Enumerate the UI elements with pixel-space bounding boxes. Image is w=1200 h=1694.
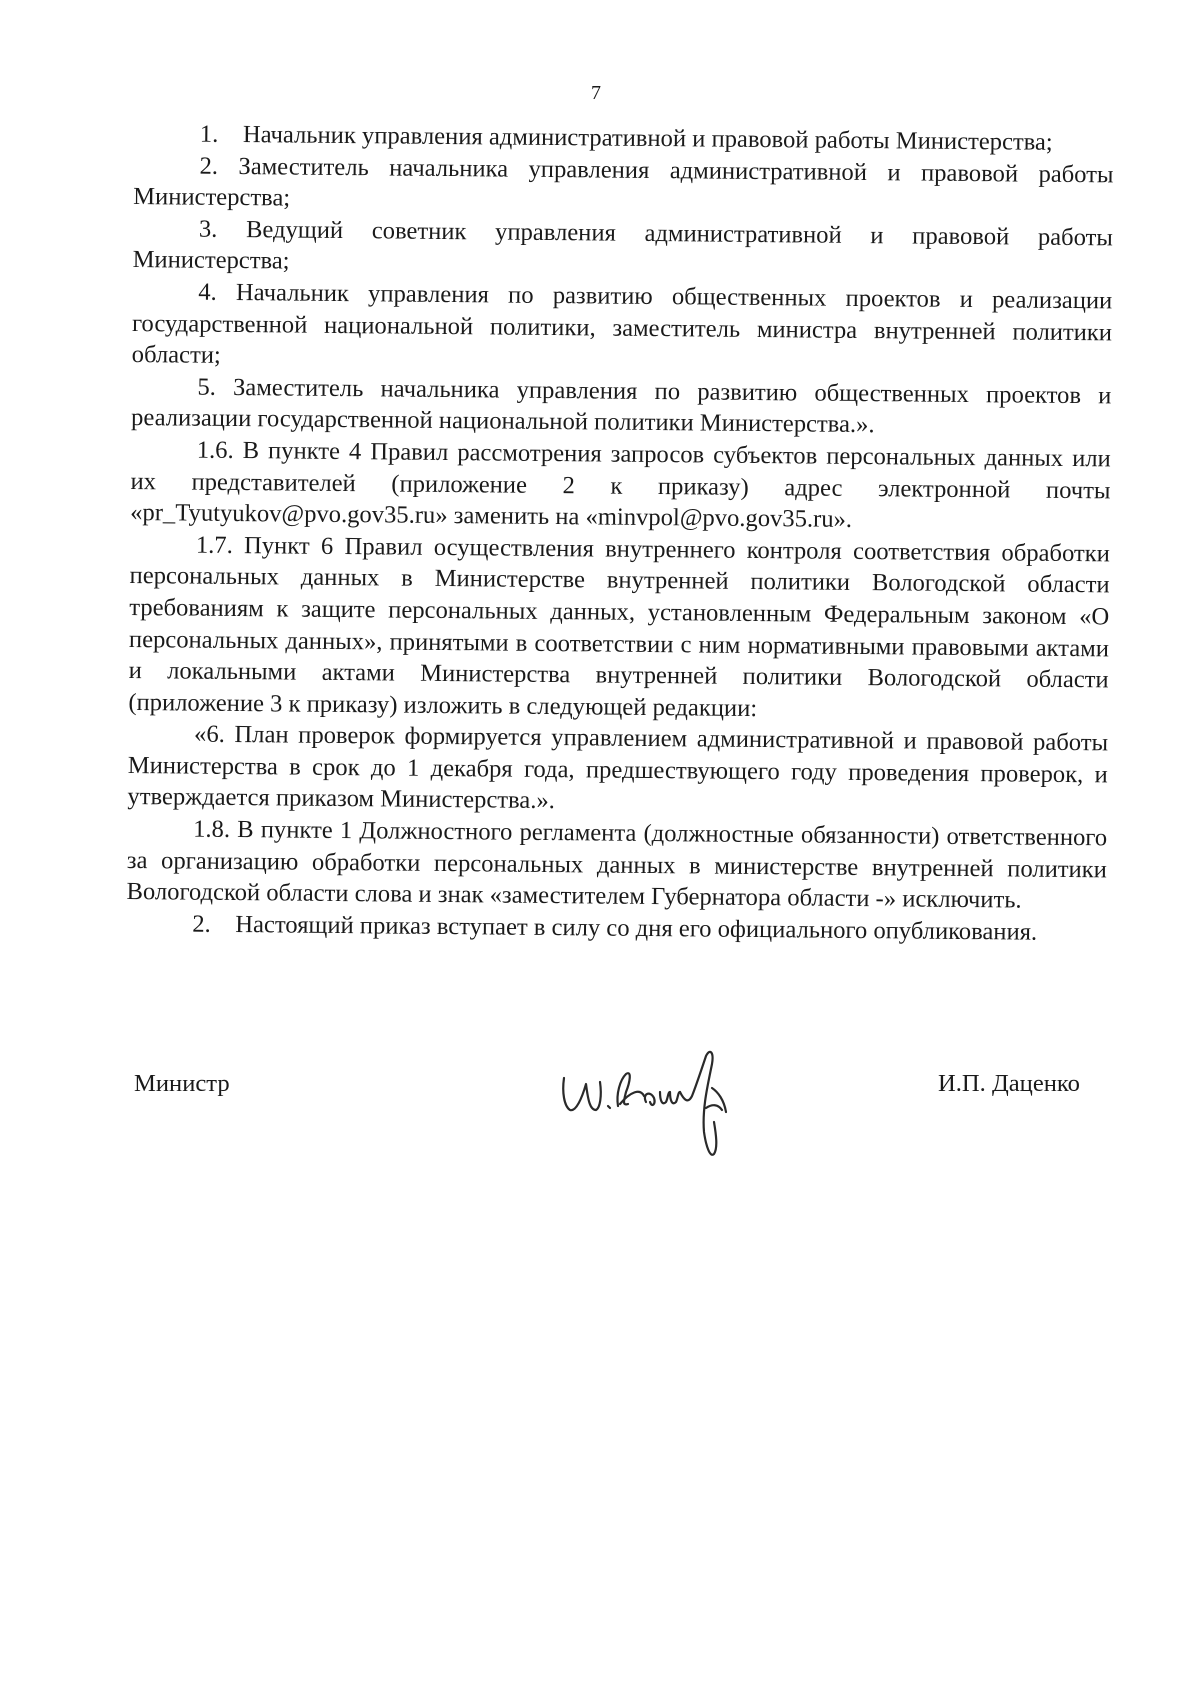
paragraph-1: 1. Начальник управления административной и правовой работы Министерства; bbox=[199, 120, 1053, 156]
paragraph-1-6: 1.6. В пункте 4 Правил рассмотрения запросов субъектов персональных данных или их представителей (приложение 2 к приказу) адрес электронной почты «pr_Tyutyukov@pvo.gov35.ru» заменить на «minvpol@pvo.gov35.ru». bbox=[130, 436, 1111, 534]
paragraph-1-8: 1.8. В пункте 1 Должностного регламента (должностные обязанности) ответственного за организацию обработки персональных данных в министерстве внутренней политики Вологодской области слова и знак «заместителем Губернатора области -» исключить. bbox=[126, 815, 1108, 914]
paragraph-5: 5. Заместитель начальника управления по развитию общественных проектов и реализации государственной национальной политики Министерства.». bbox=[130, 373, 1112, 439]
paragraph-2: 2. Заместитель начальника управления административной и правовой работы Министерства; bbox=[133, 152, 1114, 212]
signatory-position: Министр bbox=[134, 1070, 230, 1097]
signature-block bbox=[0, 1048, 1200, 1168]
paragraph-1-7: 1.7. Пункт 6 Правил осуществления внутреннего контроля соответствия обработки персональных данных в Министерстве внутренней политики Вологодской области требованиям к защите персональных данных, установленным Федеральным законом «О персональных данных», принятыми в соответствии с ним нормативными правовыми актами и локальными актами Министерства внутренней политики Вологодской области (приложение 3 к приказу) изложить в следующей редакции: bbox=[128, 531, 1110, 722]
handwritten-signature bbox=[556, 1048, 756, 1168]
document-body bbox=[126, 118, 1114, 949]
paragraph-2-final: 2. Настоящий приказ вступает в силу со дня его официального опубликования. bbox=[192, 910, 1038, 946]
paragraph-3: 3. Ведущий советник управления административной и правовой работы Министерства; bbox=[132, 215, 1114, 275]
paragraph-quote-6: «6. План проверок формируется управлением административной и правовой работы Министерства в срок до 1 декабря года, предшествующего году проведения проверок, и утверждается приказом Министерства.». bbox=[127, 720, 1109, 815]
signatory-name: И.П. Даценко bbox=[938, 1070, 1080, 1097]
paragraph-4: 4. Начальник управления по развитию общественных проектов и реализации государственной национальной политики, заместитель министра внутренней политики области; bbox=[131, 278, 1113, 369]
page-number: 7 bbox=[591, 82, 601, 104]
